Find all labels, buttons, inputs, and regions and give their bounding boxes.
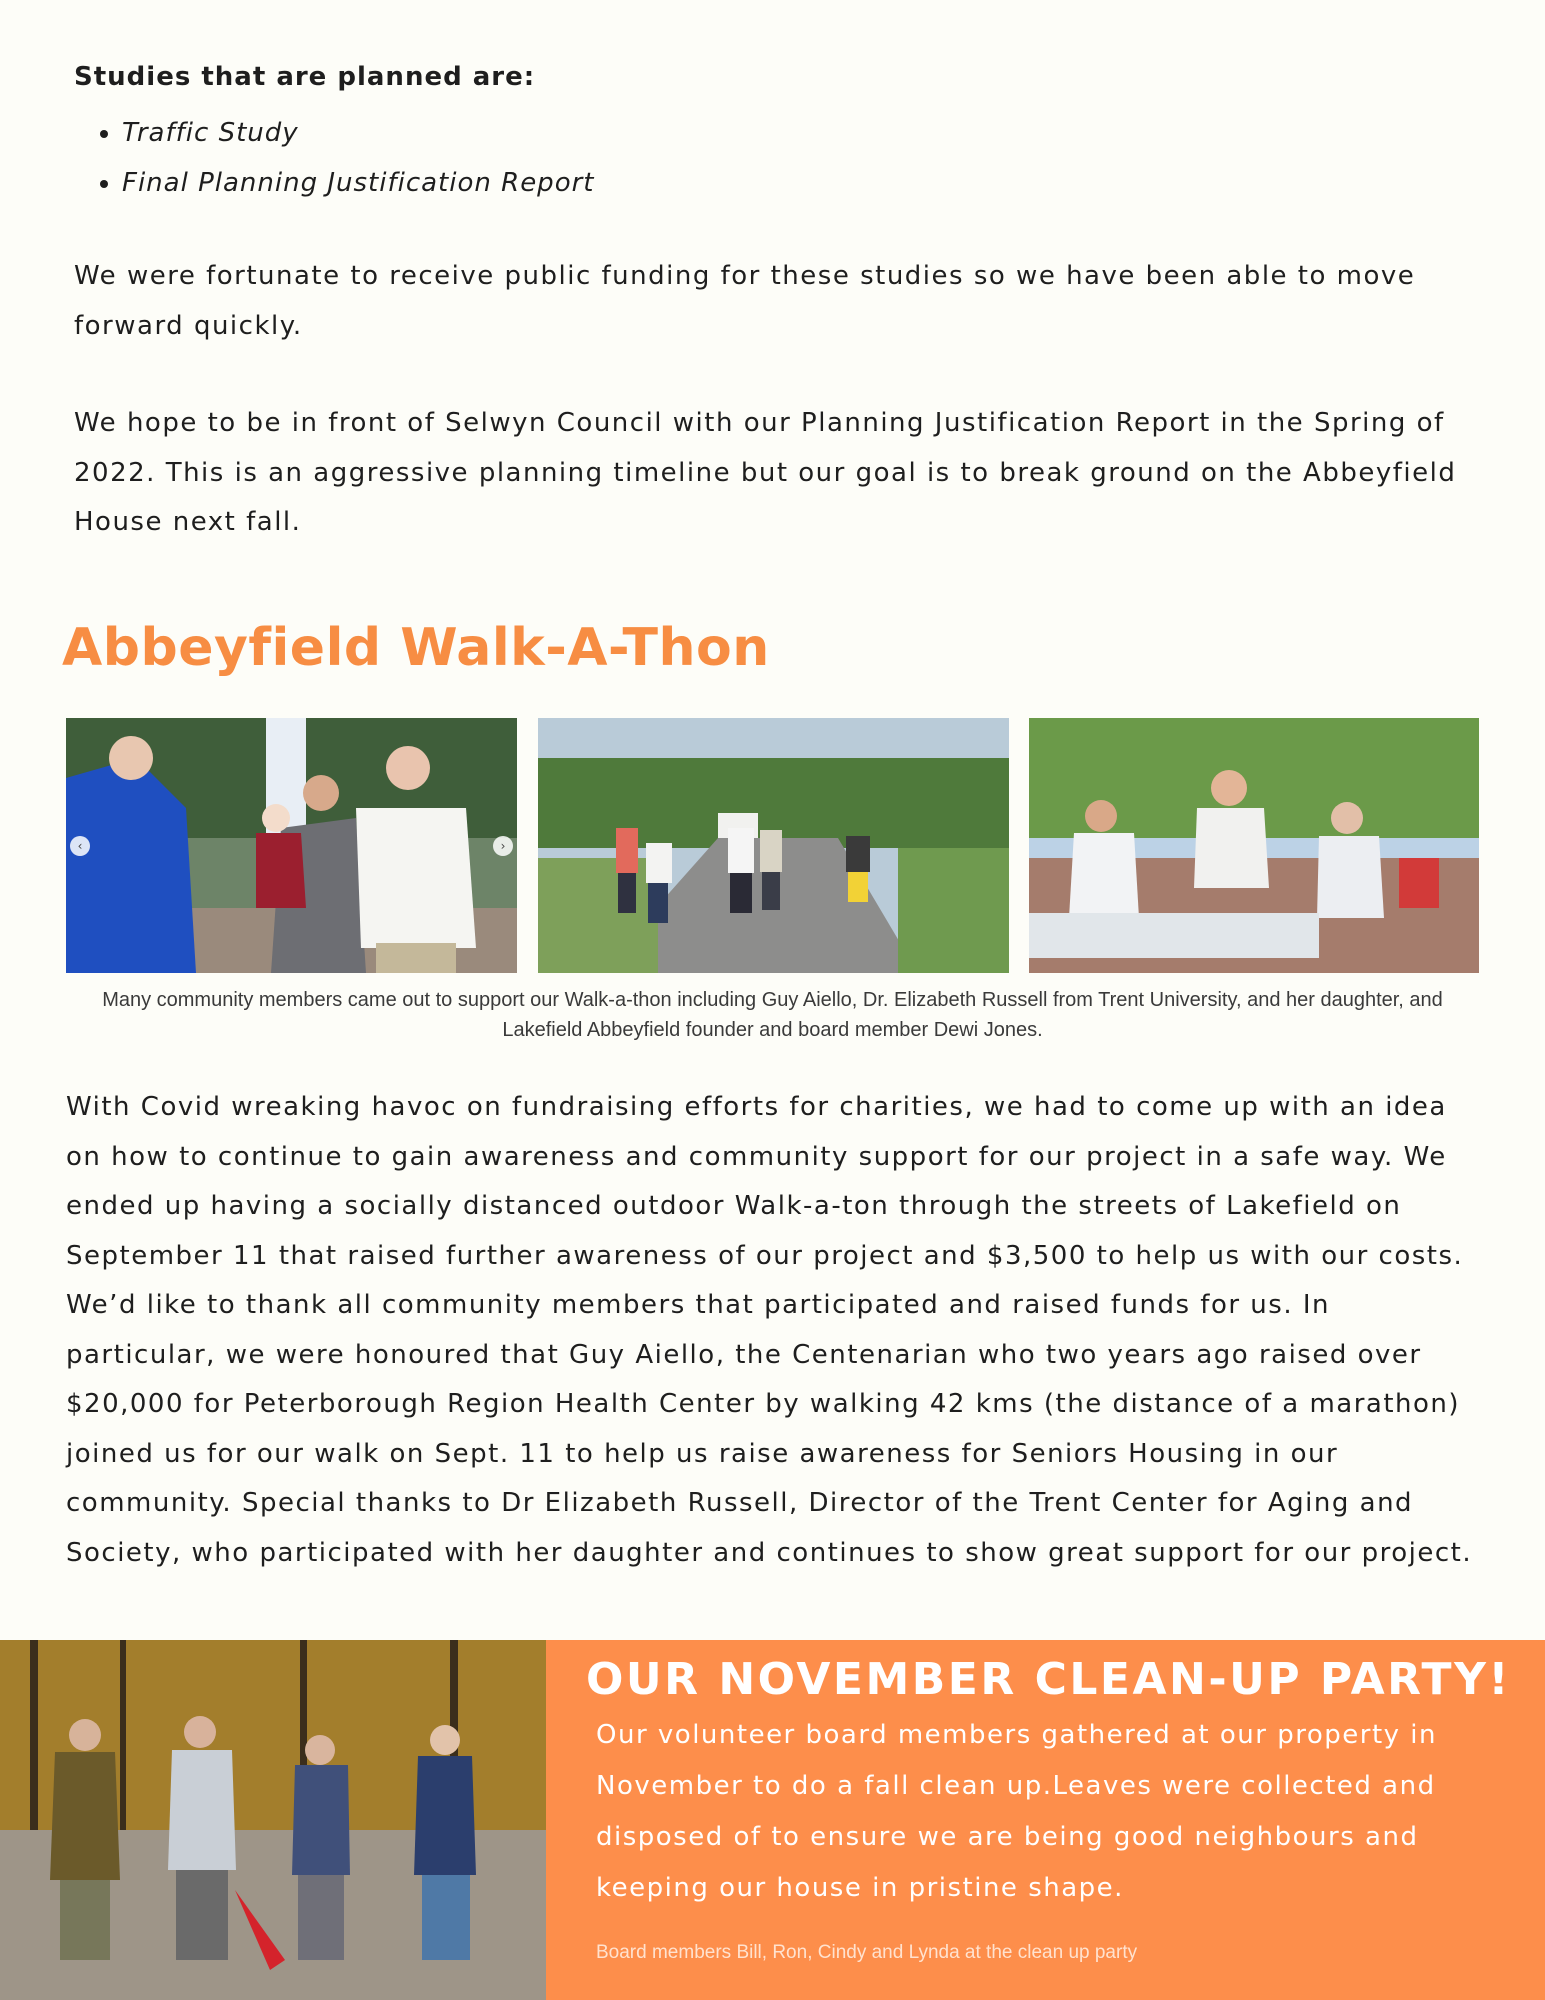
walkathon-heading: Abbeyfield Walk-A-Thon [62, 618, 770, 678]
walkathon-photo-caption: Many community members came out to support our Walk-a-thon including Guy Aiello, Dr. Elizabeth Russell from Trent University, and her daughter, and Lakefield Abbeyfield founder and board member Dewi Jones. [102, 989, 1443, 1041]
walkathon-body-paragraph: With Covid wreaking havoc on fundraising efforts for charities, we had to come up with an idea on how to continue to gain awareness and community support for our project in a safe way. We ended up having a socially distanced outdoor Walk-a-ton through the streets of Lakefield on September 11 that raised further awareness of our project and $3,500 to help us with our costs. We’d like to thank all community members that participated and raised funds for us. In particular, we were honoured that Guy Aiello, the Centenarian who two years ago raised over $20,000 for Peterborough Region Health Center by walking 42 kms (the distance of a marathon) joined us for our walk on Sept. 11 to help us raise awareness for Seniors Housing in our community. Special thanks to Dr Elizabeth Russell, Director of the Trent Center for Aging and Society, who participated with her daughter and continues to show great support for our project. [66, 1092, 1473, 1568]
walkathon-photo-guy-aiello [66, 718, 517, 973]
photo-prev-button[interactable]: ‹ [70, 836, 90, 856]
council-paragraph: We hope to be in front of Selwyn Council with our Planning Justification Report in the Spring of 2022. This is an aggressive planning timeline but our goal is to break ground on the Abbeyfield House next fall. [74, 408, 1457, 537]
walkathon-photo-registration-table [1029, 718, 1479, 973]
walkathon-photo-walkers [538, 718, 1009, 973]
funding-paragraph: We were fortunate to receive public funding for these studies so we have been able to move forward quickly. [74, 261, 1416, 341]
cleanup-photo-caption: Board members Bill, Ron, Cindy and Lynda at the clean up party [596, 1942, 1138, 1963]
studies-heading: Studies that are planned are: [74, 62, 536, 92]
cleanup-party-panel [546, 1640, 1545, 2000]
photo-next-button[interactable]: › [493, 836, 513, 856]
cleanup-party-photo [0, 1640, 546, 2000]
cleanup-party-paragraph: Our volunteer board members gathered at our property in November to do a fall clean up.Leaves were collected and disposed of to ensure we are being good neighbours and keeping our house in pristine shape. [596, 1720, 1437, 1903]
list-item: • Final Planning Justification Report [122, 158, 1485, 208]
cleanup-party-heading: OUR NOVEMBER CLEAN-UP PARTY! [586, 1654, 1511, 1705]
studies-list [92, 108, 1485, 208]
list-item: • Traffic Study [122, 108, 1485, 158]
